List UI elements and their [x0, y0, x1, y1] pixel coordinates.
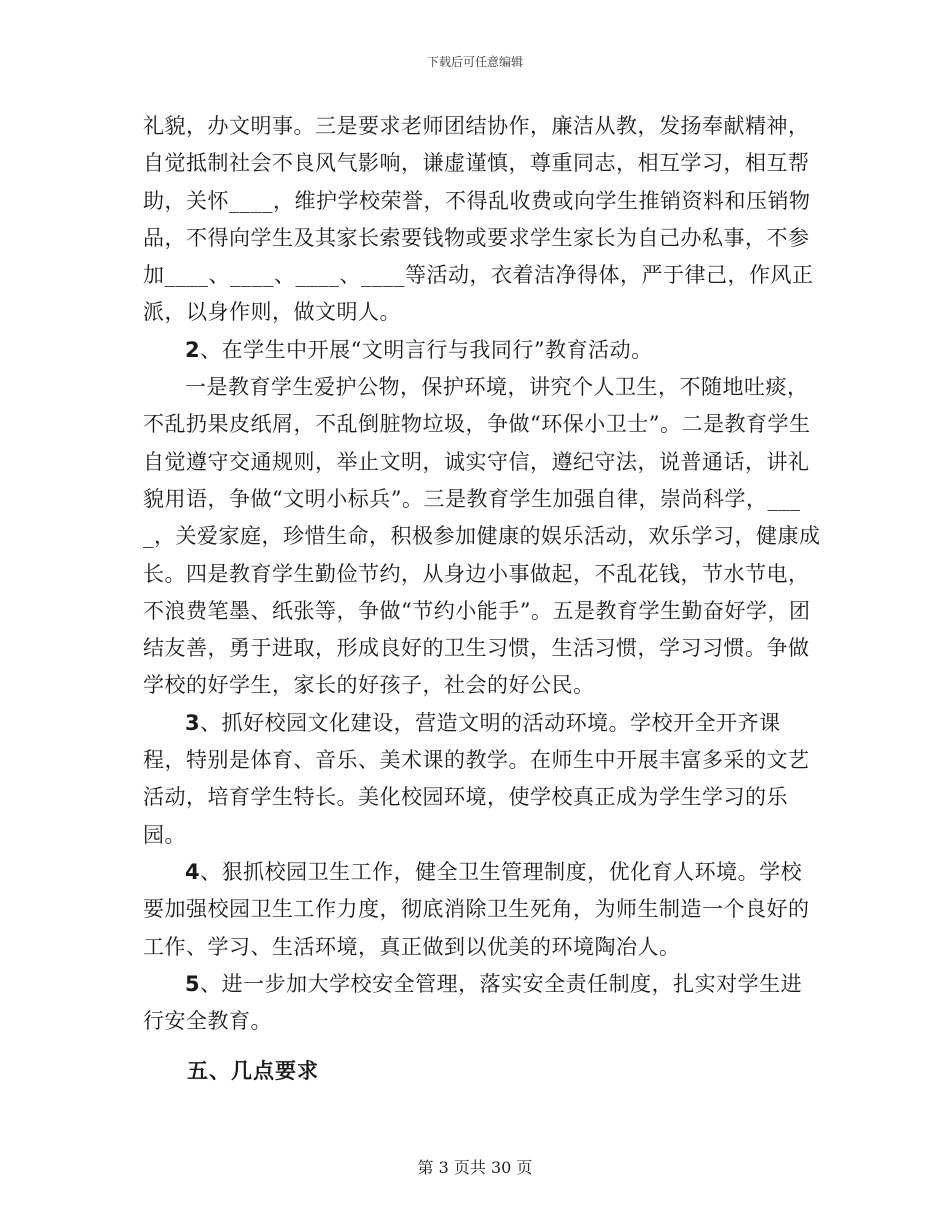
- section-heading: 五、几点要求: [187, 1058, 319, 1084]
- paragraph-item-2: [143, 332, 823, 369]
- item-number: 4: [185, 859, 201, 884]
- paragraph-text: 礼貌，办文明事。三是要求老师团结协作，廉洁从教，发扬奉献精神，自觉抵制社会不良风气影响，谦虚谨慎，尊重同志，相互学习，相互帮助，关怀____，维护学校荣誉，不得乱收费或向学生推销资料和压销物品，不得向学生及其家长索要钱物或要求学生家长为自己办私事，不参加____、____、____、____等活动，衣着洁净得体，严于律己，作风正派，以身作则，做文明人。: [143, 114, 814, 325]
- paragraph-item-4: [143, 854, 823, 966]
- document-body: [143, 108, 823, 1089]
- page-header-note: 下载后可任意编辑: [426, 55, 523, 69]
- paragraph-text: 、狠抓校园卫生工作，健全卫生管理制度，优化育人环境。学校要加强校园卫生工作力度，彻底消除卫生死角，为师生制造一个良好的工作、学习、生活环境，真正做到以优美的环境陶冶人。: [143, 859, 810, 959]
- page-number-footer: 第 3 页共 30 页: [417, 1158, 533, 1177]
- paragraph-teacher-requirements: [143, 108, 823, 332]
- item-number: 2: [185, 337, 201, 362]
- paragraph-text: 、进一步加大学校安全管理，落实安全责任制度，扎实对学生进行安全教育。: [143, 971, 803, 1034]
- paragraph-text: 一是教育学生爱护公物，保护环境，讲究个人卫生，不随地吐痰，不乱扔果皮纸屑，不乱倒脏物垃圾，争做“环保小卫士”。二是教育学生自觉遵守交通规则，举止文明，诚实守信，遵纪守法，说普通话，讲礼貌用语，争做“文明小标兵”。三是教育学生加强自律，崇尚科学，____，关爱家庭，珍惜生命，积极参加健康的娱乐活动，欢乐学习，健康成长。四是教育学生勤俭节约，从身边小事做起，不乱花钱，节水节电，不浪费笔墨、纸张等，争做“节约小能手”。五是教育学生勤奋好学，团结友善，勇于进取，形成良好的卫生习惯，生活习惯，学习习惯。争做学校的好学生，家长的好孩子，社会的好公民。: [143, 375, 821, 698]
- paragraph-text: 、抓好校园文化建设，营造文明的活动环境。学校开全开齐课程，特别是体育、音乐、美术课的教学。在师生中开展丰富多采的文艺活动，培育学生特长。美化校园环境，使学校真正成为学生学习的乐园。: [143, 710, 810, 847]
- item-number: 5: [185, 971, 201, 996]
- item-number: 3: [185, 710, 201, 735]
- paragraph-student-education: [143, 369, 823, 705]
- paragraph-item-5: [143, 966, 823, 1041]
- paragraph-item-3: [143, 705, 823, 854]
- paragraph-text: 、在学生中开展“文明言行与我同行”教育活动。: [200, 337, 653, 362]
